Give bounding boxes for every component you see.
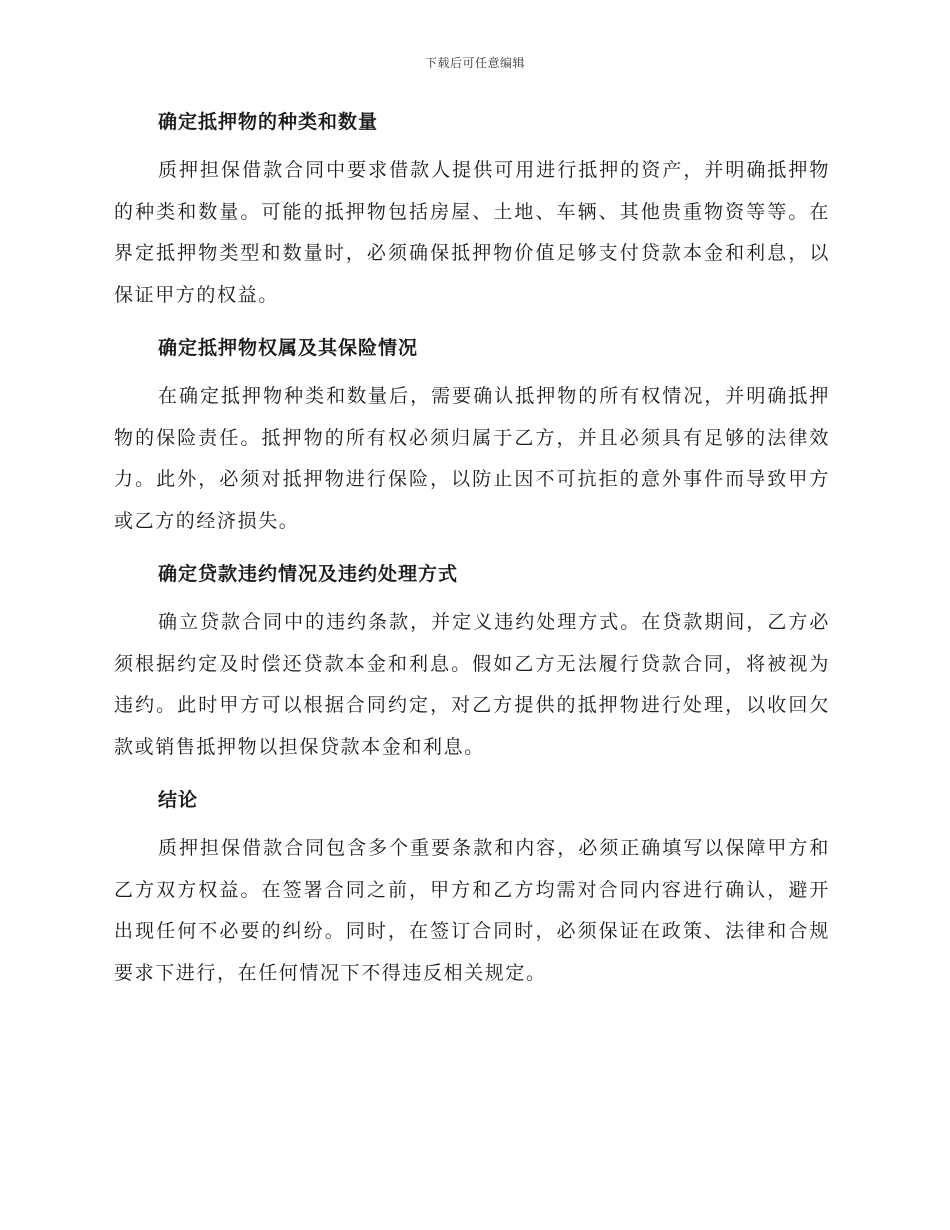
section-heading: 确定抵押物的种类和数量	[158, 111, 379, 133]
section-mortgage-ownership-insurance	[114, 334, 830, 542]
page-header: 下载后可任意编辑	[424, 56, 525, 70]
section-mortgage-type-quantity	[114, 108, 830, 316]
section-heading: 确定贷款违约情况及违约处理方式	[158, 563, 459, 585]
section-conclusion	[114, 786, 830, 994]
section-paragraph: 在确定抵押物种类和数量后，需要确认抵押物的所有权情况，并明确抵押物的保险责任。抵押物的所有权必须归属于乙方，并且必须具有足够的法律效力。此外，必须对抵押物进行保险，以防止因不可抗拒的意外事件而导致甲方或乙方的经济损失。	[114, 385, 830, 532]
section-heading: 结论	[158, 789, 199, 811]
section-paragraph: 确立贷款合同中的违约条款，并定义违约处理方式。在贷款期间，乙方必须根据约定及时偿还贷款本金和利息。假如乙方无法履行贷款合同，将被视为违约。此时甲方可以根据合同约定，对乙方提供的抵押物进行处理，以收回欠款或销售抵押物以担保贷款本金和利息。	[114, 611, 830, 758]
section-paragraph: 质押担保借款合同中要求借款人提供可用进行抵押的资产，并明确抵押物的种类和数量。可能的抵押物包括房屋、土地、车辆、其他贵重物资等等。在界定抵押物类型和数量时，必须确保抵押物价值足够支付贷款本金和利息，以保证甲方的权益。	[114, 159, 830, 306]
section-loan-default	[114, 560, 830, 768]
section-heading: 确定抵押物权属及其保险情况	[158, 337, 419, 359]
document-content	[114, 108, 830, 1012]
section-paragraph: 质押担保借款合同包含多个重要条款和内容，必须正确填写以保障甲方和乙方双方权益。在签署合同之前，甲方和乙方均需对合同内容进行确认，避开出现任何不必要的纠纷。同时，在签订合同时，必须保证在政策、法律和合规要求下进行，在任何情况下不得违反相关规定。	[114, 837, 830, 984]
